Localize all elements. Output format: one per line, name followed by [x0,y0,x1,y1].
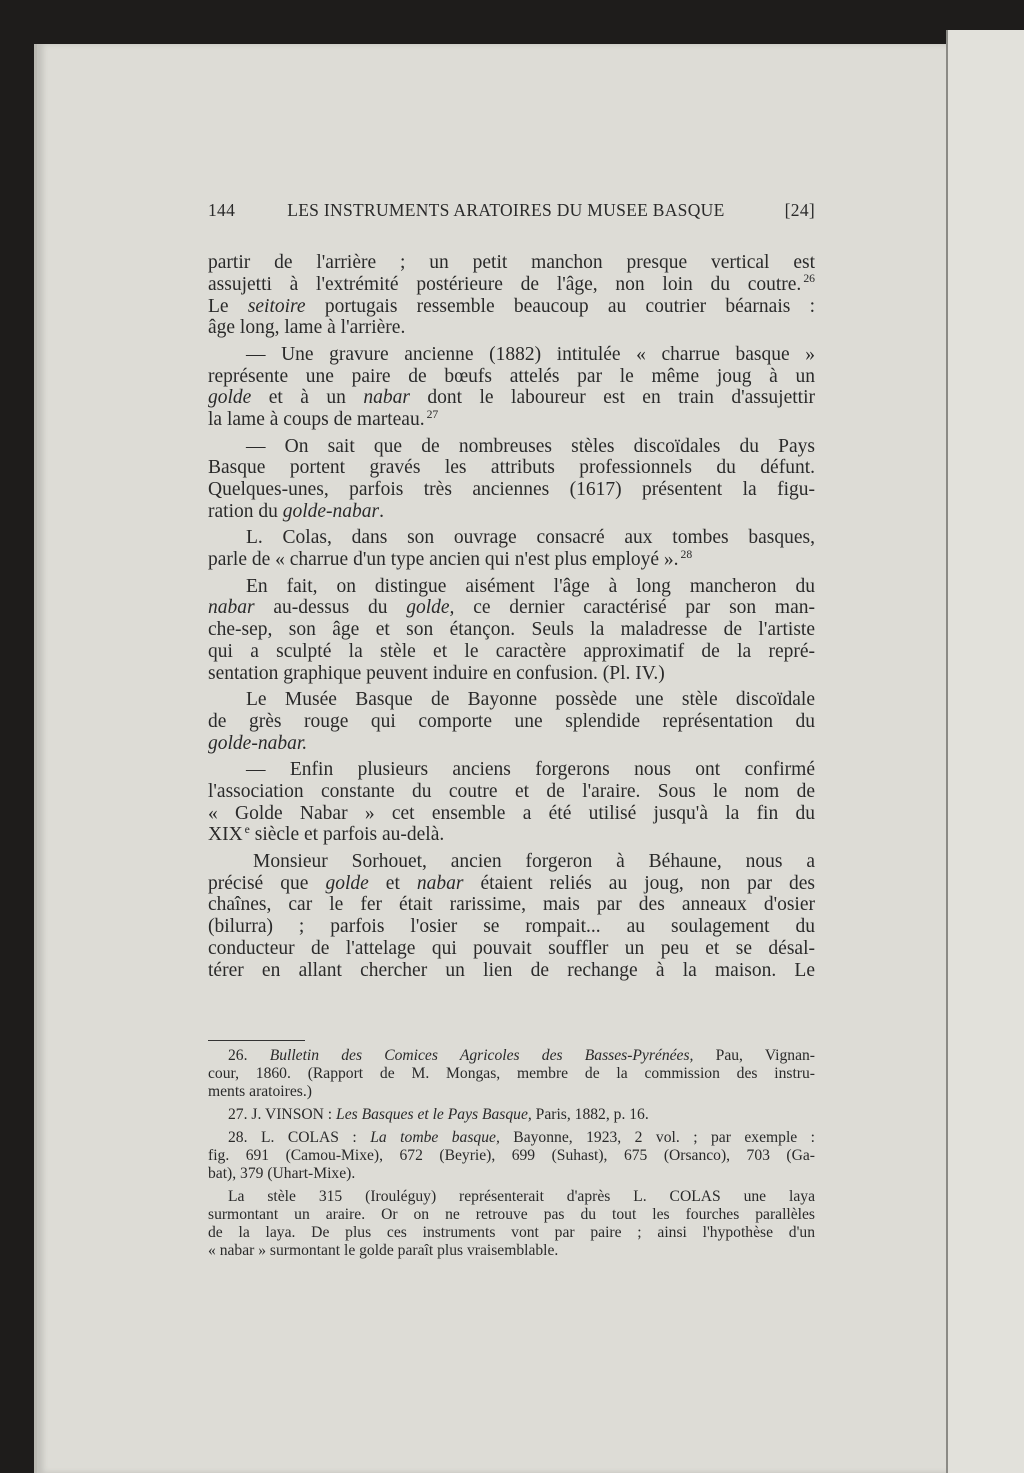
footnote-reference: 26 [803,272,815,286]
text-segment: portugais ressemble beaucoup au coutrier béarnais : [305,295,815,317]
footnote-rule [208,1040,305,1041]
text-segment: 26. [228,1047,270,1064]
text-segment: au-dessus du [254,597,407,619]
text-line [208,1206,815,1224]
text-segment: Monsieur Sorhouet, ancien forgeron à Béhaune, nous a [253,850,815,872]
paragraph [208,689,815,754]
text-segment: de la laya. De plus ces instruments vont par paire ; ainsi l'hypothèse d'un [208,1224,815,1241]
text-segment: Pau, Vignan- [693,1047,816,1064]
italic-text: golde [208,387,252,409]
paragraph [208,252,815,339]
italic-text: golde [325,872,369,894]
footnote [208,1047,815,1101]
text-line [208,733,815,755]
text-segment: l'association constante du coutre et de l'araire. Sous le nom de [208,780,815,802]
text-line [208,759,815,781]
running-header [208,200,815,221]
italic-text: golde, [406,597,455,619]
text-segment: précisé que [208,872,326,894]
footnote-reference: 28 [680,547,693,561]
text-line [208,252,815,274]
footnote-reference: e [244,822,250,836]
text-line [208,1065,815,1083]
text-line [208,1165,815,1183]
text-segment: « Golde Nabar » cet ensemble a été utilisé jusqu'à la fin du [208,802,815,824]
text-line [208,1147,815,1165]
text-segment: âge long, lame à l'arrière. [208,317,406,339]
italic-text: nabar [363,387,410,409]
text-segment: chaînes, car le fer était rarissime, mais par des anneaux d'osier [208,894,815,916]
text-segment: « nabar » surmontant le golde paraît plus vraisemblable. [208,1242,559,1259]
footnote [208,1188,815,1260]
text-segment: surmontant un araire. Or on ne retrouve pas du tout les fourches parallèles [208,1206,815,1223]
text-line [208,527,815,549]
italic-text: golde-nabar [282,500,380,522]
italic-text: Bulletin des Comices Agricoles des Basses-Pyrénées, [269,1047,694,1064]
text-segment: conducteur de l'attelage qui pouvait souffler un peu et se désal- [208,938,815,960]
text-line [208,549,815,571]
text-segment: fig. 691 (Camou-Mixe), 672 (Beyrie), 699 (Suhast), 675 (Orsanco), 703 (Ga- [208,1147,815,1164]
text-segment: et à un [251,387,364,409]
text-line [208,479,815,501]
text-line [208,366,815,388]
text-segment: térer en allant chercher un lien de rechange à la maison. Le [208,959,815,981]
text-line [208,781,815,803]
text-segment: de grès rouge qui comporte une splendide représentation du [208,710,815,732]
text-line [208,409,815,431]
text-segment: sentation graphique peuvent induire en confusion. (Pl. IV.) [208,662,665,684]
italic-text: golde-nabar. [208,732,308,754]
italic-text: La tombe basque, [370,1129,500,1146]
text-line [208,1129,815,1147]
text-segment: qui a sculpté la stèle et le caractère approximatif de la repré- [208,640,815,662]
text-line [208,960,815,982]
paragraph [208,436,815,523]
text-line [208,1106,815,1124]
text-segment: Le [208,295,248,317]
text-segment: dont le laboureur est en train d'assujettir [409,387,816,409]
text-segment: représente une paire de bœufs attelés par le même joug à un [208,365,815,387]
text-line [208,1047,815,1065]
text-line [208,576,815,598]
body-text [208,252,815,986]
text-line [208,457,815,479]
text-segment: 27. J. VINSON : [228,1106,337,1123]
text-line [208,641,815,663]
text-line [208,597,815,619]
footnote [208,1129,815,1183]
text-segment: XIX [208,824,243,846]
text-line [208,1224,815,1242]
text-segment: — On sait que de nombreuses stèles discoïdales du Pays [246,435,815,457]
text-segment: étaient reliés au joug, non par des [463,872,815,894]
text-segment: En fait, on distingue aisément l'âge à long mancheron du [246,575,815,597]
text-segment: siècle et parfois au-delà. [249,824,445,846]
running-title: LES INSTRUMENTS ARATOIRES DU MUSEE BASQUE [287,200,725,220]
text-segment: — Enfin plusieurs anciens forgerons nous ont confirmé [246,759,815,781]
text-segment: la lame à coups de marteau. [208,409,425,431]
text-segment: (bilurra) ; parfois l'osier se rompait... au soulagement du [208,916,815,938]
text-line [208,1188,815,1206]
text-line [208,274,815,296]
text-segment: cour, 1860. (Rapport de M. Mongas, membre de la commission des instru- [208,1065,815,1082]
text-line [208,1242,815,1260]
text-segment: Le Musée Basque de Bayonne possède une stèle discoïdale [246,689,815,711]
text-segment: Paris, 1882, p. 16. [531,1106,649,1123]
text-segment: Bayonne, 1923, 2 vol. ; par exemple : [499,1129,816,1146]
text-line [208,501,815,523]
text-line [208,916,815,938]
text-segment: ce dernier caractérisé par son man- [454,597,815,619]
text-segment: assujetti à l'extrémité postérieure de l'âge, non loin du coutre. [208,273,802,295]
text-line [208,344,815,366]
paragraph [208,851,815,982]
text-line [208,619,815,641]
text-line [208,803,815,825]
text-segment: et [368,872,417,894]
text-segment: L. Colas, dans son ouvrage consacré aux tombes basques, [246,527,815,549]
text-segment: Quelques-unes, parfois très anciennes (1617) présentent la figu- [208,479,815,501]
text-line [208,851,815,873]
text-segment: 28. L. COLAS : [228,1129,371,1146]
italic-text: nabar [208,597,255,619]
italic-text: seitoire [247,295,306,317]
text-segment: partir de l'arrière ; un petit manchon presque vertical est [208,252,815,273]
text-line [208,1083,815,1101]
paragraph [208,527,815,571]
italic-text: nabar [416,872,464,894]
section-number: [24] [784,200,815,220]
text-segment: . [379,500,385,522]
text-line [208,711,815,733]
paragraph [208,759,815,846]
text-segment: La stèle 315 (Irouléguy) représenterait d'après L. COLAS une laya [228,1188,815,1205]
text-segment: ration du [208,500,283,522]
text-segment: bat), 379 (Uhart-Mixe). [208,1165,356,1182]
text-line [208,938,815,960]
facing-page-edge [946,30,1024,1473]
text-segment: ments aratoires.) [208,1083,312,1100]
text-line [208,689,815,711]
footnote-reference: 27 [426,407,439,421]
text-line [208,873,815,895]
text-segment: — Une gravure ancienne (1882) intitulée « charrue basque » [246,343,815,365]
paragraph [208,576,815,685]
footnotes [208,1047,815,1265]
italic-text: Les Basques et le Pays Basque, [336,1106,532,1123]
footnote [208,1106,815,1124]
text-line [208,663,815,685]
text-segment: che-sep, son âge et son étançon. Seuls la maladresse de l'artiste [208,619,815,641]
text-line [208,824,815,846]
text-line [208,317,815,339]
text-line [208,296,815,318]
text-segment: parle de « charrue d'un type ancien qui n'est plus employé ». [208,549,679,571]
text-line [208,894,815,916]
text-segment: Basque portent gravés les attributs professionnels du défunt. [208,457,815,479]
page-number: 144 [208,200,236,220]
text-line [208,387,815,409]
paragraph [208,344,815,431]
text-line [208,436,815,458]
